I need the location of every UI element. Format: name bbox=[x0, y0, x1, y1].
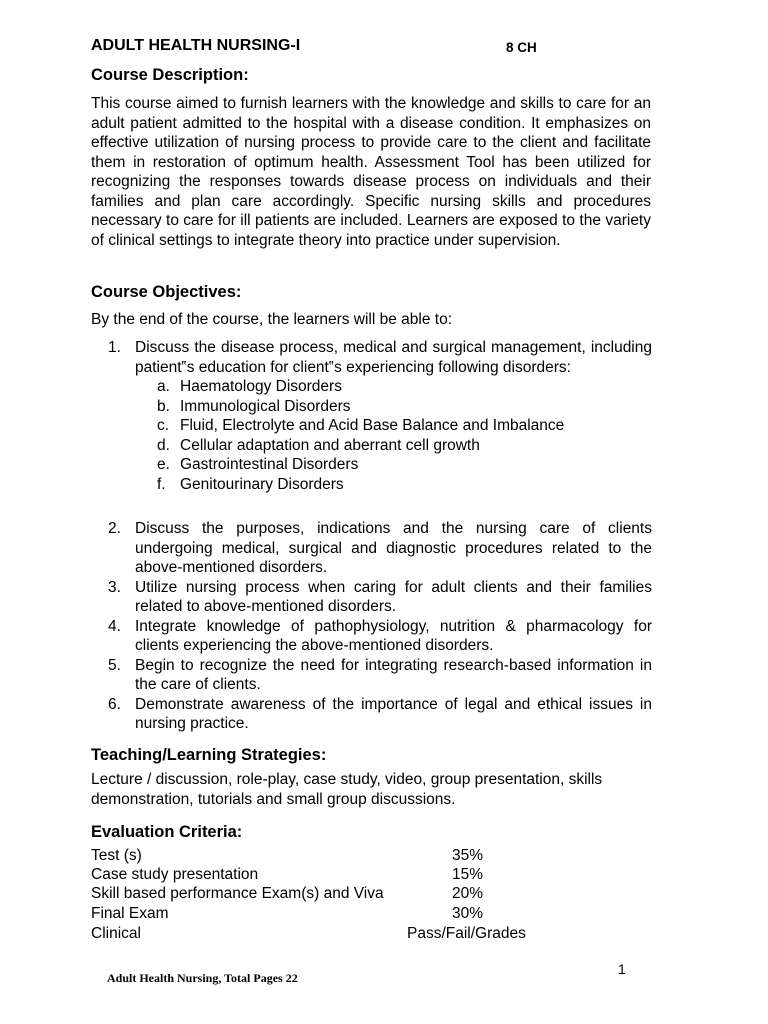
objective-item bbox=[108, 519, 652, 578]
sublist-item bbox=[153, 436, 652, 456]
evaluation-value: 15% bbox=[452, 866, 484, 883]
teaching-strategies-line-1: Lecture / discussion, role-play, case study, video, group presentation, skills bbox=[91, 771, 603, 788]
evaluation-value: 30% bbox=[452, 905, 484, 922]
objective-text: Begin to recognize the need for integrating research-based information in the care of clients. bbox=[135, 656, 652, 693]
objective-text: Discuss the disease process, medical and surgical management, including patient‟s education for client‟s experiencing following disorders: bbox=[135, 339, 652, 376]
evaluation-row bbox=[91, 865, 541, 885]
sublist-text: Cellular adaptation and aberrant cell growth bbox=[180, 436, 480, 454]
credit-hours: 8 CH bbox=[506, 40, 537, 55]
evaluation-value: 20% bbox=[452, 885, 484, 902]
objectives-intro: By the end of the course, the learners will be able to: bbox=[91, 311, 453, 328]
sublist-text: Immunological Disorders bbox=[180, 397, 351, 415]
evaluation-value: Pass/Fail/Grades bbox=[407, 925, 526, 942]
objective-text: Utilize nursing process when caring for adult clients and their families related to above-mentioned disorders. bbox=[135, 578, 652, 615]
evaluation-heading: Evaluation Criteria: bbox=[91, 823, 243, 841]
disorders-sublist bbox=[153, 377, 652, 494]
course-description-heading: Course Description: bbox=[91, 66, 249, 84]
sublist-text: Fluid, Electrolyte and Acid Base Balance and Imbalance bbox=[180, 417, 565, 434]
objectives-list-2 bbox=[108, 519, 652, 734]
objective-number: 6. bbox=[108, 695, 121, 713]
sublist-text: Genitourinary Disorders bbox=[180, 475, 344, 493]
evaluation-label: Test (s) bbox=[91, 847, 142, 864]
evaluation-row bbox=[91, 904, 541, 924]
objective-number: 3. bbox=[108, 578, 121, 596]
sublist-letter: c. bbox=[157, 417, 170, 434]
objective-text: Demonstrate awareness of the importance of legal and ethical issues in nursing practice. bbox=[135, 695, 652, 732]
objective-item bbox=[108, 695, 652, 734]
sublist-item bbox=[153, 377, 652, 397]
sublist-item bbox=[153, 475, 652, 495]
evaluation-row bbox=[91, 884, 541, 904]
objective-number: 5. bbox=[108, 656, 121, 674]
footer-text: Adult Health Nursing, Total Pages 22 bbox=[107, 971, 298, 985]
course-objectives-heading: Course Objectives: bbox=[91, 283, 242, 301]
objective-text: Integrate knowledge of pathophysiology, nutrition & pharmacology for clients experiencing the above-mentioned disorders. bbox=[135, 617, 652, 654]
teaching-strategies-line-2: demonstration, tutorials and small group discussions. bbox=[91, 791, 456, 808]
objective-item bbox=[108, 617, 652, 656]
objective-number: 1. bbox=[108, 339, 121, 356]
sublist-item bbox=[153, 455, 652, 475]
course-title: ADULT HEALTH NURSING-I bbox=[91, 37, 301, 54]
sublist-item bbox=[153, 416, 652, 436]
evaluation-row bbox=[91, 924, 541, 944]
evaluation-label: Skill based performance Exam(s) and Viva bbox=[91, 885, 384, 902]
evaluation-label: Clinical bbox=[91, 925, 141, 942]
evaluation-row bbox=[91, 846, 541, 866]
objective-text: Discuss the purposes, indications and the nursing care of clients undergoing medical, surgical and diagnostic procedures related to the above-mentioned disorders. bbox=[135, 520, 652, 576]
sublist-letter: b. bbox=[157, 397, 170, 415]
sublist-letter: f. bbox=[157, 475, 166, 493]
sublist-letter: e. bbox=[157, 456, 170, 473]
objective-item bbox=[108, 338, 652, 494]
objective-item bbox=[108, 578, 652, 617]
sublist-letter: a. bbox=[157, 378, 170, 395]
evaluation-label: Final Exam bbox=[91, 905, 169, 922]
objectives-list-1 bbox=[108, 338, 652, 494]
objective-number: 4. bbox=[108, 617, 121, 635]
objective-number: 2. bbox=[108, 520, 121, 537]
objective-item bbox=[108, 656, 652, 695]
course-description-text: This course aimed to furnish learners with the knowledge and skills to care for an adult patient admitted to the hospital with a disease condition. It emphasizes on effective utilization of nursing process to provide care to the client and facilitate them in restoration of optimum health. Assessment Tool has been utilized for recognizing the responses towards disease process on individuals and their families and plan care accordingly. Specific nursing skills and procedures necessary to care for ill patients are included. Learners are exposed to the variety of clinical settings to integrate theory into practice under supervision. bbox=[91, 95, 651, 249]
sublist-letter: d. bbox=[157, 436, 170, 454]
page-number: 1 bbox=[618, 961, 626, 977]
sublist-item bbox=[153, 397, 652, 417]
evaluation-label: Case study presentation bbox=[91, 866, 259, 883]
evaluation-value: 35% bbox=[452, 847, 484, 864]
teaching-strategies-heading: Teaching/Learning Strategies: bbox=[91, 746, 327, 764]
sublist-text: Gastrointestinal Disorders bbox=[180, 456, 359, 473]
sublist-text: Haematology Disorders bbox=[180, 378, 342, 395]
